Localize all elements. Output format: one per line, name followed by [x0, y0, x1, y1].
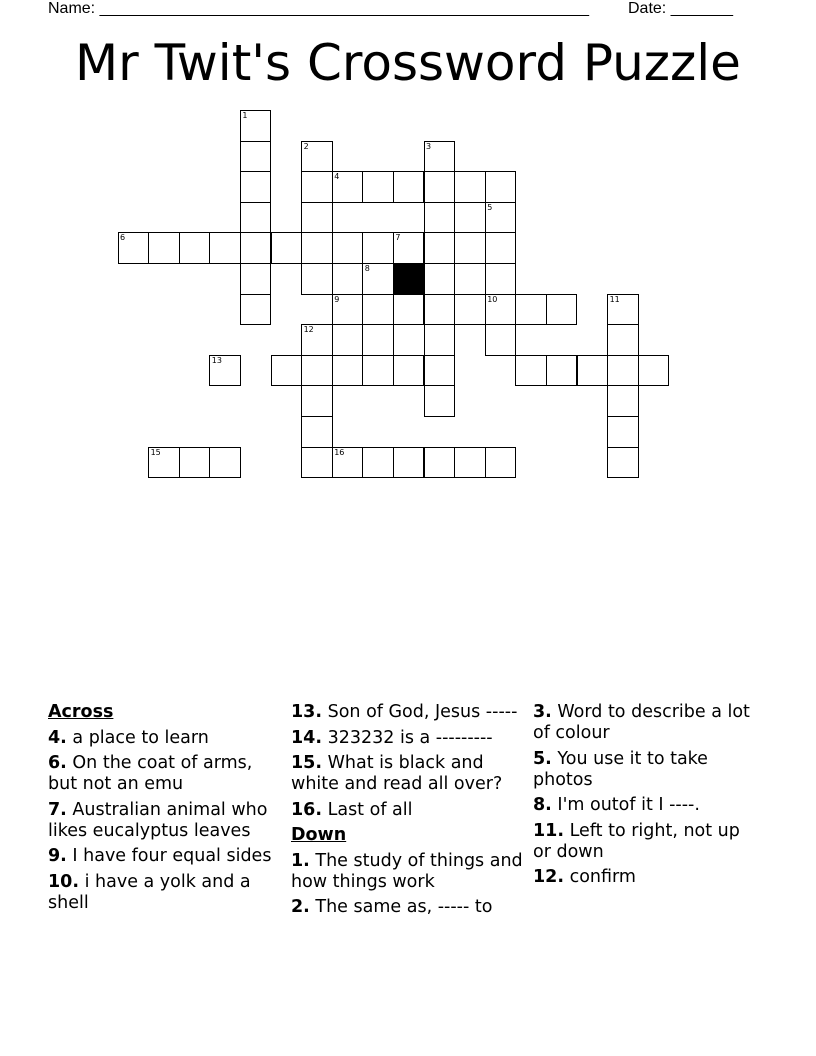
grid-cell[interactable] — [240, 110, 272, 142]
grid-cell[interactable] — [332, 447, 364, 479]
grid-cell[interactable] — [424, 355, 456, 387]
clue-across-6: 6. On the coat of arms, but not an emu — [48, 753, 253, 794]
clue-across-4: 4. a place to learn — [48, 727, 209, 748]
clue-number: 11 — [609, 294, 620, 304]
grid-cell[interactable] — [240, 294, 272, 326]
clues-column-1 — [48, 702, 280, 918]
clue-across-13: 13. Son of God, Jesus ----- — [291, 702, 518, 722]
grid-cell[interactable] — [546, 355, 578, 387]
grid-cell[interactable] — [301, 385, 333, 417]
clue-across-15: 15. What is black and white and read all over? — [291, 753, 503, 794]
grid-cell[interactable] — [362, 294, 394, 326]
grid-cell[interactable] — [424, 232, 456, 264]
grid-cell[interactable] — [362, 324, 394, 356]
grid-cell[interactable] — [607, 447, 639, 479]
clue-number: 2 — [303, 141, 309, 151]
grid-cell[interactable] — [424, 202, 456, 234]
grid-cell[interactable] — [393, 232, 425, 264]
grid-cell[interactable] — [485, 324, 517, 356]
grid-cell[interactable] — [240, 263, 272, 295]
grid-cell[interactable] — [332, 294, 364, 326]
clue-number: 5 — [487, 202, 493, 212]
name-field-line[interactable]: Name: _______________________________________________________ — [48, 0, 589, 17]
grid-cell[interactable] — [148, 447, 180, 479]
clue-number: 12 — [303, 325, 314, 335]
clue-down-2: 2. The same as, ----- to — [291, 897, 493, 917]
grid-cell[interactable] — [607, 294, 639, 326]
grid-cell[interactable] — [515, 355, 547, 387]
clue-number: 7 — [395, 233, 401, 243]
date-field-line[interactable]: Date: _______ — [628, 0, 733, 17]
clue-across-10: 10. i have a yolk and a shell — [48, 871, 251, 913]
clue-number: 1 — [242, 111, 248, 120]
grid-cell[interactable] — [209, 447, 241, 479]
grid-cell[interactable] — [485, 232, 517, 264]
clue-down-11: 11. Left to right, not up or down — [533, 820, 740, 862]
grid-cell[interactable] — [332, 232, 364, 264]
clue-down-3: 3. Word to describe a lot of colour — [533, 702, 750, 743]
grid-cell[interactable] — [393, 447, 425, 479]
grid-cell[interactable] — [393, 171, 425, 203]
grid-cell[interactable] — [179, 447, 211, 479]
clue-number: 13 — [211, 355, 222, 365]
grid-cell[interactable] — [240, 232, 272, 264]
grid-cell[interactable] — [485, 171, 517, 203]
clue-across-9: 9. I have four equal sides — [48, 846, 272, 866]
grid-cell[interactable] — [301, 263, 333, 295]
grid-cell[interactable] — [607, 416, 639, 448]
grid-cell[interactable] — [485, 202, 517, 234]
grid-cell[interactable] — [424, 171, 456, 203]
grid-cell[interactable] — [271, 355, 303, 387]
grid-cell[interactable] — [424, 141, 456, 173]
grid-cell[interactable] — [362, 232, 394, 264]
grid-cell[interactable] — [454, 171, 486, 203]
grid-cell[interactable] — [301, 171, 333, 203]
clue-number: 3 — [426, 141, 432, 151]
clue-down-5: 5. You use it to take photos — [533, 748, 708, 790]
clue-across-16: 16. Last of all — [291, 799, 413, 820]
clues-column-3 — [533, 702, 763, 893]
clues-column-2 — [291, 702, 527, 923]
clue-number: 10 — [487, 294, 498, 304]
clue-number: 16 — [334, 447, 345, 457]
grid-cell[interactable] — [607, 385, 639, 417]
grid-cell[interactable] — [607, 324, 639, 356]
grid-cell[interactable] — [209, 355, 241, 387]
grid-cell[interactable] — [454, 294, 486, 326]
grid-cell[interactable] — [301, 141, 333, 173]
grid-cell[interactable] — [485, 263, 517, 295]
grid-block — [393, 263, 425, 295]
grid-cell[interactable] — [332, 355, 364, 387]
grid-cell[interactable] — [546, 294, 578, 326]
clue-number: 15 — [150, 447, 161, 457]
grid-cell[interactable] — [454, 232, 486, 264]
grid-cell[interactable] — [301, 232, 333, 264]
grid-cell[interactable] — [362, 447, 394, 479]
puzzle-title: Mr Twit's Crossword Puzzle — [75, 34, 741, 92]
grid-cell[interactable] — [424, 263, 456, 295]
grid-cell[interactable] — [362, 355, 394, 387]
grid-cell[interactable] — [424, 324, 456, 356]
grid-cell[interactable] — [393, 355, 425, 387]
clue-number: 4 — [334, 172, 340, 182]
clue-number: 8 — [364, 264, 370, 273]
grid-cell[interactable] — [515, 294, 547, 326]
grid-cell[interactable] — [179, 232, 211, 264]
grid-cell[interactable] — [424, 385, 456, 417]
grid-cell[interactable] — [362, 171, 394, 203]
grid-cell[interactable] — [271, 232, 303, 264]
across-heading: Across — [48, 702, 114, 722]
grid-cell[interactable] — [638, 355, 670, 387]
clue-number: 9 — [334, 294, 340, 304]
grid-cell[interactable] — [240, 141, 272, 173]
grid-cell[interactable] — [485, 294, 517, 326]
clue-number: 6 — [120, 233, 126, 243]
grid-cell[interactable] — [362, 263, 394, 295]
grid-cell[interactable] — [393, 294, 425, 326]
grid-cell[interactable] — [240, 202, 272, 234]
grid-cell[interactable] — [209, 232, 241, 264]
grid-cell[interactable] — [148, 232, 180, 264]
clue-down-12: 12. confirm — [533, 867, 636, 887]
clue-across-14: 14. 323232 is a --------- — [291, 727, 493, 748]
grid-cell[interactable] — [332, 171, 364, 203]
grid-cell[interactable] — [424, 294, 456, 326]
grid-cell[interactable] — [607, 355, 639, 387]
grid-cell[interactable] — [301, 416, 333, 448]
down-heading: Down — [291, 825, 347, 845]
grid-cell[interactable] — [577, 355, 609, 387]
grid-cell[interactable] — [118, 232, 150, 264]
grid-cell[interactable] — [301, 447, 333, 479]
grid-cell[interactable] — [424, 447, 456, 479]
grid-cell[interactable] — [485, 447, 517, 479]
grid-cell[interactable] — [301, 202, 333, 234]
clue-down-1: 1. The study of things and how things work — [291, 850, 523, 892]
grid-cell[interactable] — [454, 447, 486, 479]
clue-down-8: 8. I'm outof it I ----. — [533, 795, 700, 815]
grid-cell[interactable] — [240, 171, 272, 203]
grid-cell[interactable] — [301, 355, 333, 387]
grid-cell[interactable] — [301, 324, 333, 356]
clue-across-7: 7. Australian animal who likes eucalyptus leaves — [48, 799, 268, 841]
